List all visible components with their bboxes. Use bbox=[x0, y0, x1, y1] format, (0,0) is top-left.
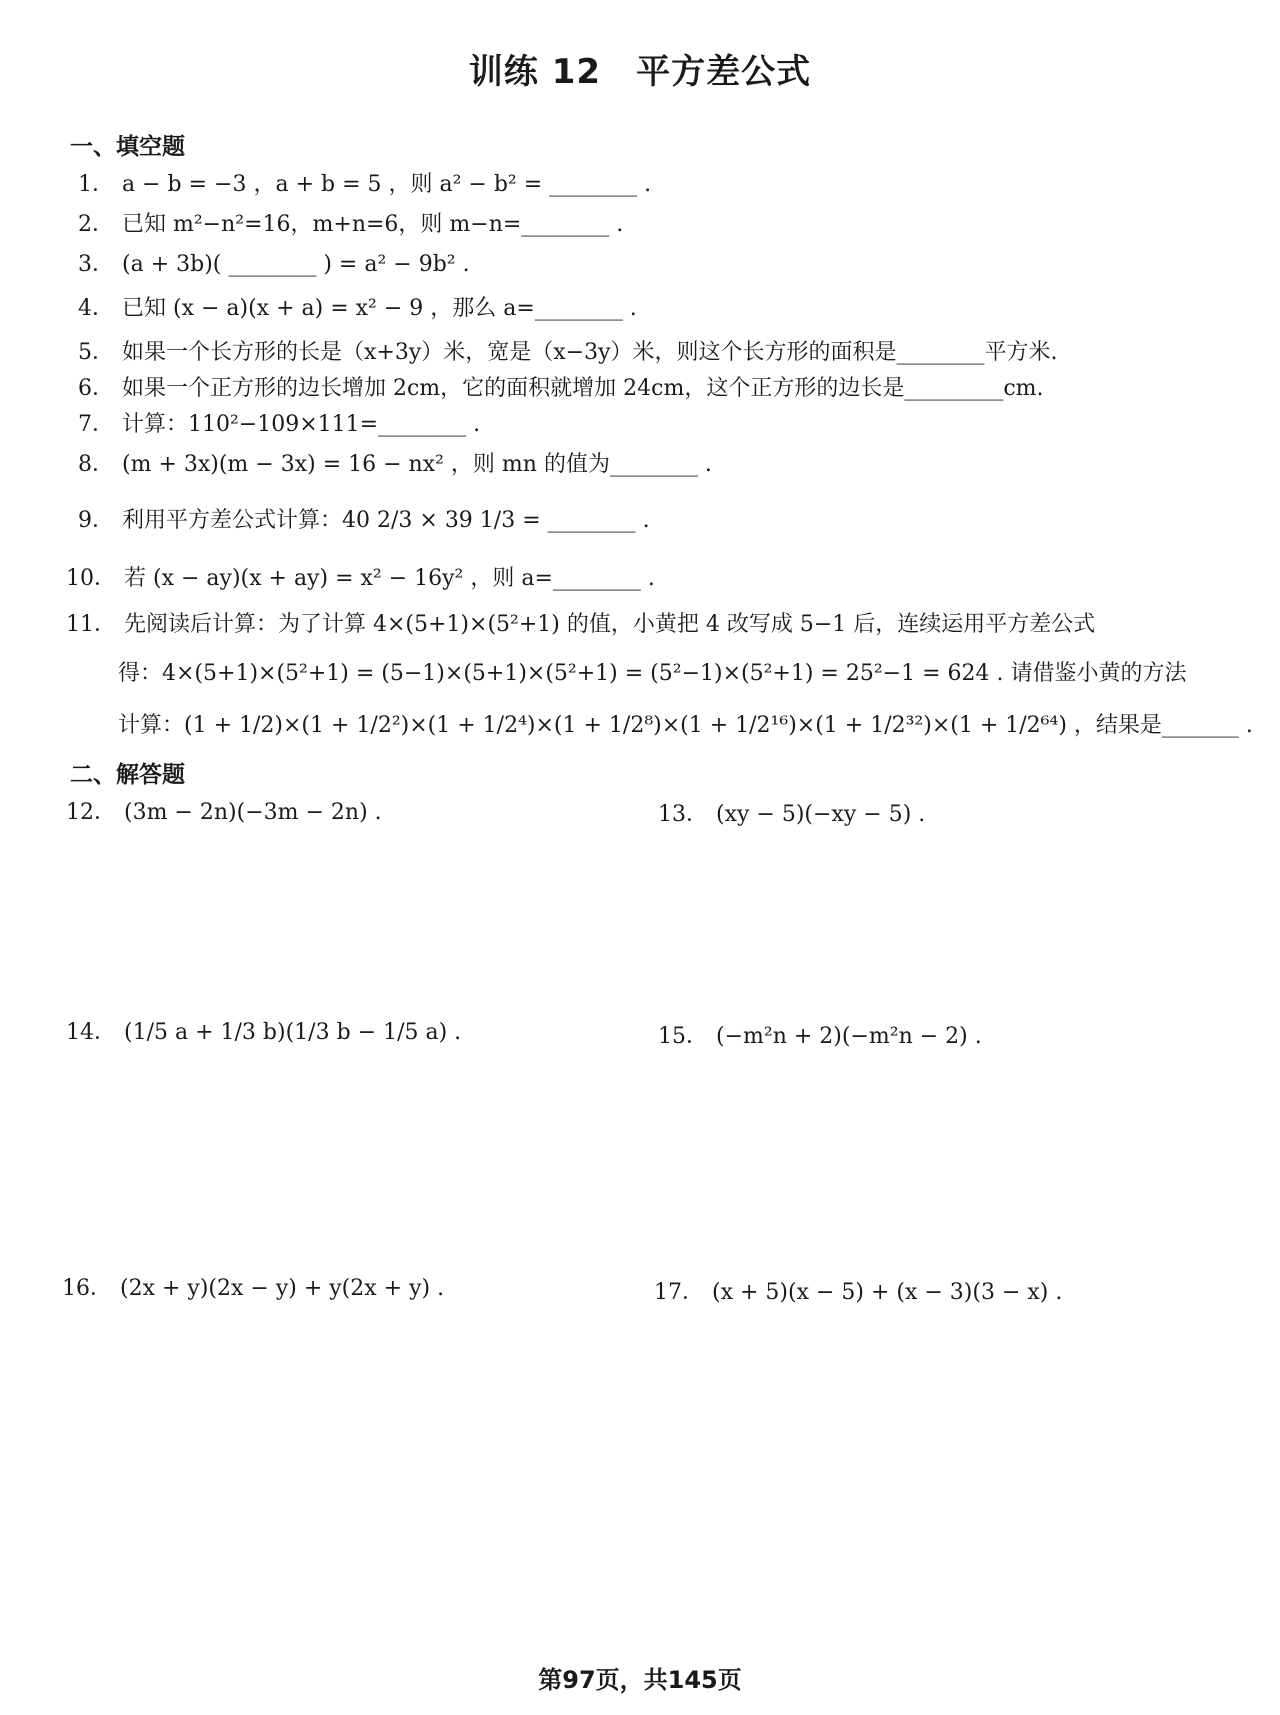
question-text: 若 (x − ay)(x + ay) = x² − 16y² ，则 a=________ . bbox=[124, 566, 655, 591]
question-8 bbox=[78, 452, 712, 478]
question-text: 计算：110²−109×111=________ . bbox=[122, 412, 481, 437]
question-text: (−m²n + 2)(−m²n − 2) . bbox=[716, 1024, 982, 1049]
question-number: 17． bbox=[654, 1280, 704, 1305]
question-text: (a + 3b)( ________ ) = a² − 9b² . bbox=[122, 252, 470, 277]
question-6 bbox=[78, 376, 1044, 402]
question-2 bbox=[78, 212, 623, 238]
question-number: 12． bbox=[66, 800, 116, 825]
question-number: 2． bbox=[78, 212, 114, 237]
question-text: 先阅读后计算：为了计算 4×(5+1)×(5²+1) 的值，小黄把 4 改写成 5−1 后，连续运用平方差公式 bbox=[124, 612, 1096, 637]
question-15 bbox=[658, 1024, 982, 1050]
question-17 bbox=[654, 1280, 1062, 1306]
question-text: 已知 m²−n²=16，m+n=6，则 m−n=________ . bbox=[122, 212, 624, 237]
question-number: 8． bbox=[78, 452, 114, 477]
question-text: (2x + y)(2x − y) + y(2x + y) . bbox=[120, 1276, 445, 1301]
section-fill-in: 一、填空题 bbox=[70, 134, 185, 160]
question-11 bbox=[66, 612, 1095, 638]
question-text: 已知 (x − a)(x + a) = x² − 9 ，那么 a=________ . bbox=[122, 296, 637, 321]
question-text: (1/5 a + 1/3 b)(1/3 b − 1/5 a) . bbox=[124, 1020, 462, 1045]
question-text: 利用平方差公式计算：40 2/3 × 39 1/3 = ________ . bbox=[122, 508, 650, 533]
question-text: (xy − 5)(−xy − 5) . bbox=[716, 802, 926, 827]
question-number: 11． bbox=[66, 612, 116, 637]
question-11-line-2: 得：4×(5+1)×(5²+1) = (5−1)×(5+1)×(5²+1) = (5²−1)×(5²+1) = 25²−1 = 624 . 请借鉴小黄的方法 bbox=[118, 661, 1187, 686]
question-number: 1． bbox=[78, 172, 114, 197]
question-number: 7． bbox=[78, 412, 114, 437]
question-number: 6． bbox=[78, 376, 114, 401]
question-text: 如果一个正方形的边长增加 2cm，它的面积就增加 24cm，这个正方形的边长是_________cm. bbox=[122, 376, 1044, 401]
question-number: 16． bbox=[62, 1276, 112, 1301]
page-title: 训练 12 平方差公式 bbox=[468, 52, 812, 92]
question-number: 9． bbox=[78, 508, 114, 533]
question-text: (x + 5)(x − 5) + (x − 3)(3 − x) . bbox=[712, 1280, 1063, 1305]
question-text: a − b = −3 ，a + b = 5 ，则 a² − b² = ________ . bbox=[122, 172, 652, 197]
question-text: (m + 3x)(m − 3x) = 16 − nx² ，则 mn 的值为________ . bbox=[122, 452, 712, 477]
question-13 bbox=[658, 802, 925, 828]
question-number: 4． bbox=[78, 296, 114, 321]
question-9 bbox=[78, 508, 650, 534]
question-number: 14． bbox=[66, 1020, 116, 1045]
question-text: 如果一个长方形的长是（x+3y）米，宽是（x−3y）米，则这个长方形的面积是________平方米. bbox=[122, 340, 1058, 365]
page-number: 第97页，共145页 bbox=[538, 1666, 742, 1694]
question-number: 15． bbox=[658, 1024, 708, 1049]
question-number: 13． bbox=[658, 802, 708, 827]
question-1 bbox=[78, 172, 651, 198]
question-5 bbox=[78, 340, 1058, 366]
question-11-line-3: 计算：(1 + 1/2)×(1 + 1/2²)×(1 + 1/2⁴)×(1 + 1/2⁸)×(1 + 1/2¹⁶)×(1 + 1/2³²)×(1 + 1/2⁶⁴) ，结果是_______ . bbox=[118, 713, 1253, 738]
question-number: 3． bbox=[78, 252, 114, 277]
section-answer: 二、解答题 bbox=[70, 762, 185, 788]
question-3 bbox=[78, 252, 470, 278]
question-7 bbox=[78, 412, 480, 438]
question-4 bbox=[78, 296, 637, 322]
question-text: (3m − 2n)(−3m − 2n) . bbox=[124, 800, 382, 825]
question-10 bbox=[66, 566, 655, 592]
question-14 bbox=[66, 1020, 461, 1046]
question-16 bbox=[62, 1276, 444, 1302]
question-number: 10． bbox=[66, 566, 116, 591]
question-12 bbox=[66, 800, 382, 826]
question-number: 5． bbox=[78, 340, 114, 365]
